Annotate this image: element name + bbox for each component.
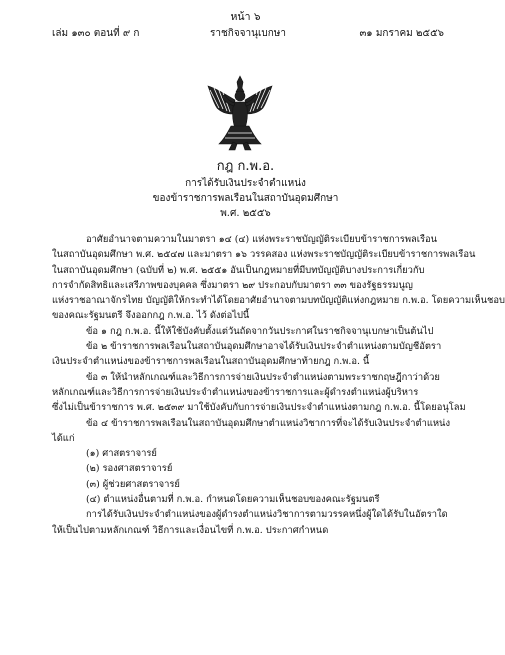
document-body xyxy=(52,232,505,538)
document-subtitle-2: ของข้าราชการพลเรือนในสถาบันอุดมศึกษา xyxy=(152,193,339,204)
position-item: (๔) ตำแหน่งอื่นตามที่ ก.พ.อ. กำหนดโดยความเห็นชอบของคณะรัฐมนตรี xyxy=(86,494,380,506)
preamble-line: ในสถาบันอุดมศึกษา พ.ศ. ๒๕๔๗ และมาตรา ๑๖ วรรคสอง แห่งพระราชบัญญัติระเบียบข้าราชการพลเรือน xyxy=(52,249,476,261)
clause-3-line: ซึ่งไม่เป็นข้าราชการ พ.ศ. ๒๕๓๙ มาใช้บังคับกับการจ่ายเงินประจำตำแหน่งตามกฎ ก.พ.อ. นี้โดยอนุโลม xyxy=(52,402,466,414)
preamble-line: ในสถาบันอุดมศึกษา (ฉบับที่ ๒) พ.ศ. ๒๕๕๑ อันเป็นกฎหมายที่มีบทบัญญัติบางประการเกี่ยวกับ xyxy=(52,264,425,276)
clause-1: ข้อ ๑ กฎ ก.พ.อ. นี้ให้ใช้บังคับตั้งแต่วันถัดจากวันประกาศในราชกิจจานุเบกษาเป็นต้นไป xyxy=(86,325,434,337)
document-title-block xyxy=(0,158,491,221)
page-number: หน้า ๖ xyxy=(230,11,261,23)
position-item: (๒) รองศาสตราจารย์ xyxy=(86,463,173,475)
clause-2-line: ข้อ ๒ ข้าราชการพลเรือนในสถาบันอุดมศึกษาอาจได้รับเงินประจำตำแหน่งตามบัญชีอัตรา xyxy=(86,341,442,353)
preamble-line: แห่งราชอาณาจักรไทย บัญญัติให้กระทำได้โดยอาศัยอำนาจตามบทบัญญัติแห่งกฎหมาย ก.พ.อ. โดยความเห็นชอบ xyxy=(52,295,505,307)
clause-4-line: ข้อ ๔ ข้าราชการพลเรือนในสถาบันอุดมศึกษาตำแหน่งวิชาการที่จะได้รับเงินประจำตำแหน่ง xyxy=(86,417,451,429)
position-item: (๑) ศาสตราจารย์ xyxy=(86,448,157,460)
clause-3-line: ข้อ ๓ ให้นำหลักเกณฑ์และวิธีการการจ่ายเงินประจำตำแหน่งตามพระราชกฤษฎีกาว่าด้วย xyxy=(86,371,440,383)
clause-4-line: ได้แก่ xyxy=(52,432,75,444)
clause-2-line: เงินประจำตำแหน่งของข้าราชการพลเรือนในสถาบันอุดมศึกษาท้ายกฎ ก.พ.อ. นี้ xyxy=(52,356,370,368)
clause-3-line: หลักเกณฑ์และวิธีการการจ่ายเงินประจำตำแหน่งของข้าราชการและผู้ดำรงตำแหน่งผู้บริหาร xyxy=(52,386,419,398)
volume-issue: เล่ม ๑๓๐ ตอนที่ ๙ ก xyxy=(52,28,140,39)
preamble-line: การจำกัดสิทธิและเสรีภาพของบุคคล ซึ่งมาตรา ๒๙ ประกอบกับมาตรา ๓๓ ของรัฐธรรมนูญ xyxy=(52,279,413,291)
position-item: (๓) ผู้ช่วยศาสตราจารย์ xyxy=(86,478,180,490)
document-year: พ.ศ. ๒๕๕๖ xyxy=(220,208,271,219)
closing-line: การได้รับเงินประจำตำแหน่งของผู้ดำรงตำแหน่งวิชาการตามวรรคหนึ่งผู้ใดได้รับในอัตราใด xyxy=(86,509,448,521)
gazette-name: ราชกิจจานุเบกษา xyxy=(209,28,287,39)
preamble-line: ของคณะรัฐมนตรี จึงออกกฎ ก.พ.อ. ไว้ ดังต่อไปนี้ xyxy=(52,310,250,322)
document-title: กฎ ก.พ.อ. xyxy=(216,159,275,174)
publication-date: ๓๑ มกราคม ๒๕๕๖ xyxy=(359,28,444,39)
garuda-emblem-icon xyxy=(205,74,275,152)
preamble-line: อาศัยอำนาจตามความในมาตรา ๑๔ (๔) แห่งพระราชบัญญัติระเบียบข้าราชการพลเรือน xyxy=(86,234,438,245)
closing-line: ให้เป็นไปตามหลักเกณฑ์ วิธีการและเงื่อนไขที่ ก.พ.อ. ประกาศกำหนด xyxy=(52,524,329,536)
document-subtitle-1: การได้รับเงินประจำตำแหน่ง xyxy=(185,178,306,189)
